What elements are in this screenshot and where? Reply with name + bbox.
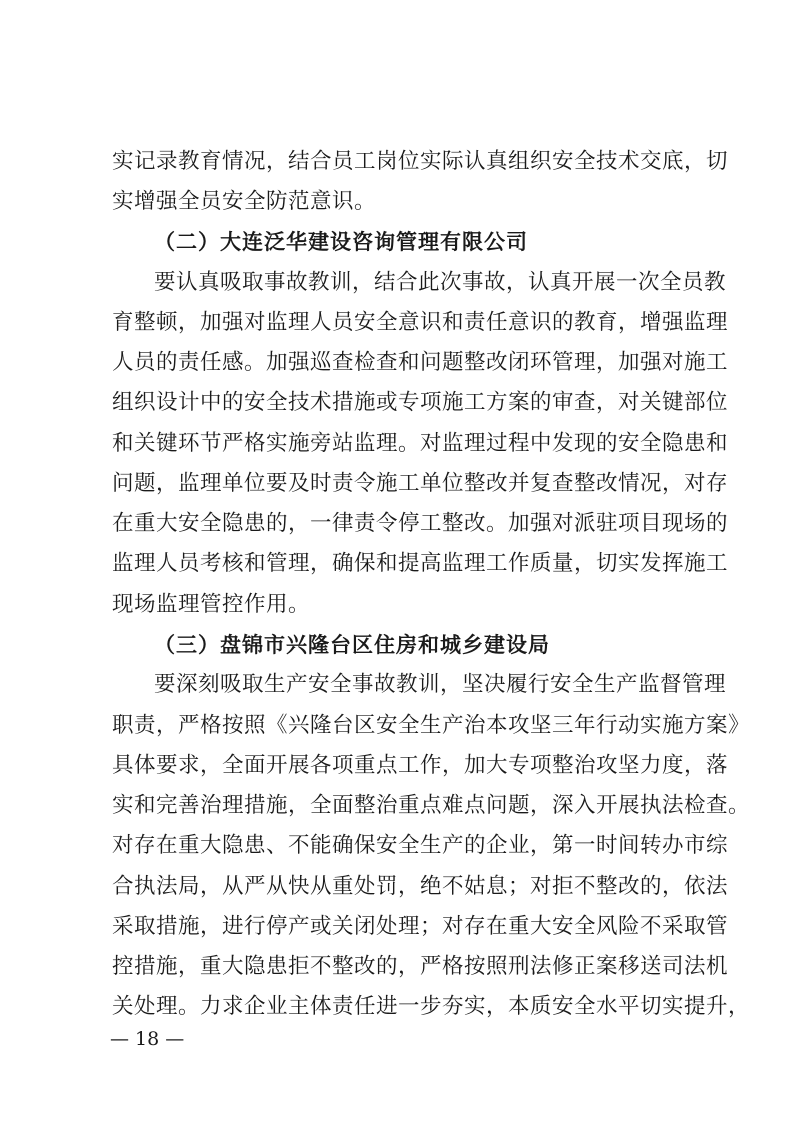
- body-text-line: 要认真吸取事故教训，结合此次事故，认真开展一次全员教: [154, 270, 727, 295]
- body-text-line: 对存在重大隐患、不能确保安全生产的企业，第一时间转办市综: [112, 833, 729, 858]
- body-text-line: 组织设计中的安全技术措施或专项施工方案的审查，对关键部位: [112, 390, 729, 415]
- body-text-line: 实记录教育情况，结合员工岗位实际认真组织安全技术交底，切: [112, 149, 729, 174]
- body-text-line: 实和完善治理措施，全面整治重点难点问题，深入开展执法检查。: [112, 793, 751, 818]
- body-text-line: 关处理。力求企业主体责任进一步夯实，本质安全水平切实提升，: [112, 994, 751, 1019]
- section-heading: （二）大连泛华建设咨询管理有限公司: [154, 230, 528, 254]
- body-text-line: 职责，严格按照《兴隆台区安全生产治本攻坚三年行动实施方案》: [112, 713, 751, 738]
- page-number: — 18 —: [110, 1028, 185, 1050]
- body-text-line: 实增强全员安全防范意识。: [112, 189, 377, 214]
- body-text-line: 育整顿，加强对监理人员安全意识和责任意识的教育，增强监理: [112, 310, 729, 335]
- body-text-line: 和关键环节严格实施旁站监理。对监理过程中发现的安全隐患和: [112, 431, 729, 456]
- body-text-line: 控措施，重大隐患拒不整改的，严格按照刑法修正案移送司法机: [112, 954, 729, 979]
- body-text-line: 具体要求，全面开展各项重点工作，加大专项整治攻坚力度，落: [112, 753, 729, 778]
- body-text-line: 监理人员考核和管理，确保和提高监理工作质量，切实发挥施工: [112, 551, 729, 576]
- section-heading: （三）盘锦市兴隆台区住房和城乡建设局: [154, 633, 550, 657]
- body-text-line: 现场监理管控作用。: [112, 592, 311, 617]
- body-text-line: 在重大安全隐患的，一律责令停工整改。加强对派驻项目现场的: [112, 511, 729, 536]
- body-text-line: 要深刻吸取生产安全事故教训，坚决履行安全生产监督管理: [154, 672, 727, 697]
- body-text-line: 人员的责任感。加强巡查检查和问题整改闭环管理，加强对施工: [112, 350, 729, 375]
- body-text-line: 采取措施，进行停产或关闭处理；对存在重大安全风险不采取管: [112, 914, 729, 939]
- body-text-line: 问题，监理单位要及时责令施工单位整改并复查整改情况，对存: [112, 471, 729, 496]
- body-text-line: 合执法局，从严从快从重处罚，绝不姑息；对拒不整改的，依法: [112, 874, 729, 899]
